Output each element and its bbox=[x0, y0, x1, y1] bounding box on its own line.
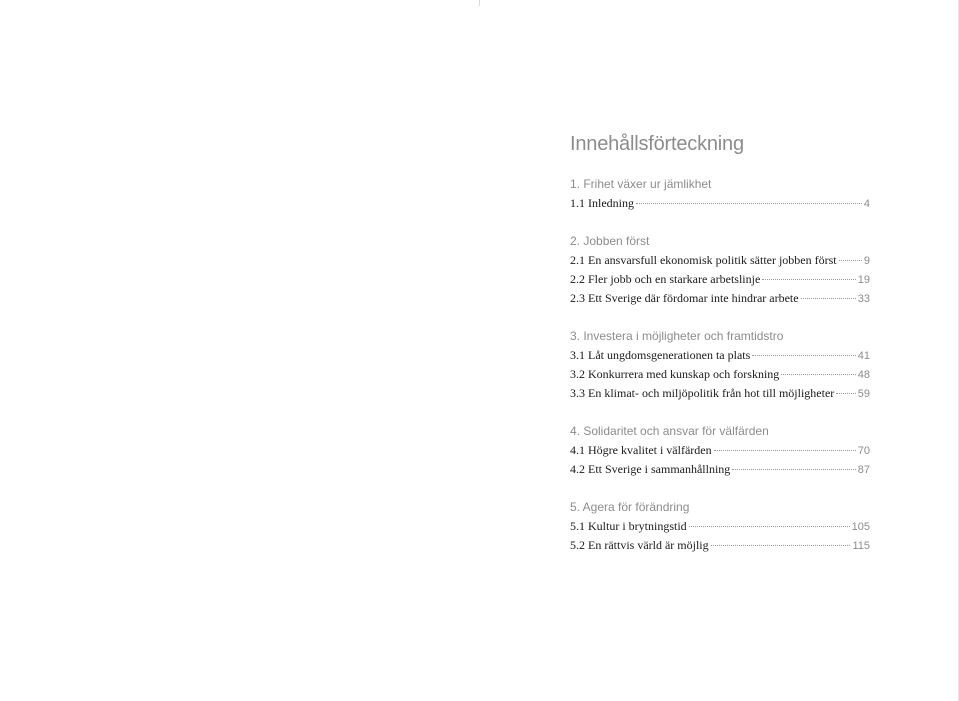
toc-entry[interactable] bbox=[570, 194, 870, 213]
dot-leader bbox=[752, 355, 855, 356]
dot-leader bbox=[762, 279, 855, 280]
crop-mark bbox=[479, 0, 480, 6]
section-heading: 4. Solidaritet och ansvar för välfärden bbox=[570, 424, 769, 438]
dot-leader bbox=[714, 450, 856, 451]
dot-leader bbox=[636, 203, 862, 204]
toc-section bbox=[570, 175, 870, 213]
entry-page-number: 105 bbox=[851, 521, 870, 533]
toc-entry[interactable] bbox=[570, 517, 870, 536]
toc-title: Innehållsförteckning bbox=[570, 133, 744, 155]
toc-entry[interactable] bbox=[570, 536, 870, 555]
toc-entry[interactable] bbox=[570, 384, 870, 403]
toc-section bbox=[570, 422, 870, 479]
toc-entry[interactable] bbox=[570, 289, 870, 308]
entry-label: 3.1 Låt ungdomsgenerationen ta plats bbox=[570, 348, 751, 362]
entry-label: 2.1 En ansvarsfull ekonomisk politik sätter jobben först bbox=[570, 253, 837, 267]
toc-entry[interactable] bbox=[570, 365, 870, 384]
entry-label: 5.1 Kultur i brytningstid bbox=[570, 519, 687, 533]
entry-page-number: 33 bbox=[857, 293, 870, 305]
entry-label: 2.3 Ett Sverige där fördomar inte hindrar arbete bbox=[570, 291, 799, 305]
entry-label: 3.2 Konkurrera med kunskap och forskning bbox=[570, 367, 780, 381]
entry-label: 4.1 Högre kvalitet i välfärden bbox=[570, 443, 712, 457]
table-of-contents bbox=[570, 131, 870, 574]
toc-entry[interactable] bbox=[570, 251, 870, 270]
entry-page-number: 41 bbox=[857, 350, 870, 362]
section-heading: 2. Jobben först bbox=[570, 234, 650, 248]
dot-leader bbox=[801, 298, 856, 299]
entry-label: 5.2 En rättvis värld är möjlig bbox=[570, 538, 709, 552]
dot-leader bbox=[711, 545, 851, 546]
dot-leader bbox=[839, 260, 862, 261]
toc-section bbox=[570, 232, 870, 308]
entry-page-number: 59 bbox=[857, 388, 870, 400]
section-heading: 3. Investera i möjligheter och framtidstro bbox=[570, 329, 784, 343]
entry-page-number: 19 bbox=[857, 274, 870, 286]
entry-label: 2.2 Fler jobb och en starkare arbetslinje bbox=[570, 272, 761, 286]
toc-entry[interactable] bbox=[570, 460, 870, 479]
entry-page-number: 70 bbox=[857, 445, 870, 457]
entry-label: 3.3 En klimat- och miljöpolitik från hot till möjligheter bbox=[570, 386, 835, 400]
entry-label: 1.1 Inledning bbox=[570, 196, 634, 210]
dot-leader bbox=[836, 393, 855, 394]
toc-entry[interactable] bbox=[570, 441, 870, 460]
toc-section bbox=[570, 498, 870, 555]
section-heading: 5. Agera för förändring bbox=[570, 500, 690, 514]
entry-page-number: 4 bbox=[863, 198, 870, 210]
section-heading: 1. Frihet växer ur jämlikhet bbox=[570, 177, 712, 191]
entry-page-number: 48 bbox=[857, 369, 870, 381]
entry-page-number: 115 bbox=[852, 540, 870, 552]
dot-leader bbox=[689, 526, 850, 527]
entry-page-number: 87 bbox=[857, 464, 870, 476]
toc-entry[interactable] bbox=[570, 270, 870, 289]
dot-leader bbox=[732, 469, 855, 470]
toc-section bbox=[570, 327, 870, 403]
toc-entry[interactable] bbox=[570, 346, 870, 365]
dot-leader bbox=[781, 374, 855, 375]
entry-label: 4.2 Ett Sverige i sammanhållning bbox=[570, 462, 731, 476]
entry-page-number: 9 bbox=[863, 255, 870, 267]
